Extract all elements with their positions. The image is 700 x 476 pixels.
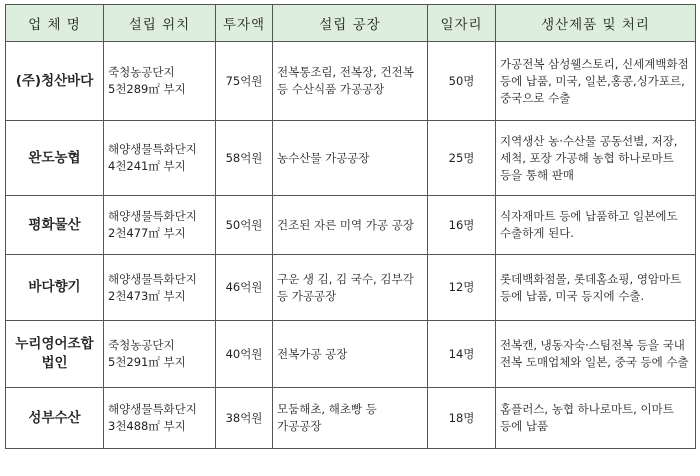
plant-cell: 전복통조림, 전복장, 건전복 등 수산식품 가공공장 — [273, 42, 428, 121]
company-name: (주)청산바다 — [6, 42, 104, 121]
header-location: 설립 위치 — [104, 5, 216, 42]
table-row — [6, 388, 696, 449]
header-company: 업 체 명 — [6, 5, 104, 42]
jobs-cell: 12명 — [428, 255, 496, 321]
plant-cell: 모둠해초, 해초빵 등 가공공장 — [273, 388, 428, 449]
jobs-cell: 14명 — [428, 321, 496, 388]
location-cell: 해양생물특화단지 4천241㎡ 부지 — [104, 121, 216, 196]
company-name: 성부수산 — [6, 388, 104, 449]
header-investment: 투자액 — [216, 5, 273, 42]
business-table-container — [5, 4, 696, 449]
products-cell: 홈플러스, 농협 하나로마트, 이마트 등에 납품 — [496, 388, 696, 449]
table-row — [6, 121, 696, 196]
investment-cell: 46억원 — [216, 255, 273, 321]
products-cell: 지역생산 농·수산물 공동선별, 저장, 세척, 포장 가공해 농협 하나로마트 등을 통해 판매 — [496, 121, 696, 196]
header-plant: 설립 공장 — [273, 5, 428, 42]
table-row — [6, 255, 696, 321]
location-cell: 해양생물특화단지 2천473㎡ 부지 — [104, 255, 216, 321]
investment-cell: 38억원 — [216, 388, 273, 449]
company-name: 완도농협 — [6, 121, 104, 196]
table-header-row — [6, 5, 696, 42]
location-cell: 죽청농공단지 5천291㎡ 부지 — [104, 321, 216, 388]
investment-cell: 58억원 — [216, 121, 273, 196]
plant-cell: 건조된 자른 미역 가공 공장 — [273, 196, 428, 255]
company-name: 평화물산 — [6, 196, 104, 255]
products-cell: 전복캔, 냉동자숙·스팀전복 등을 국내 전복 도매업체와 일본, 중국 등에 수출 — [496, 321, 696, 388]
company-name: 누리영어조합법인 — [6, 321, 104, 388]
location-cell: 해양생물특화단지 3천488㎡ 부지 — [104, 388, 216, 449]
investment-cell: 40억원 — [216, 321, 273, 388]
jobs-cell: 50명 — [428, 42, 496, 121]
jobs-cell: 18명 — [428, 388, 496, 449]
plant-cell: 농수산물 가공공장 — [273, 121, 428, 196]
products-cell: 식자재마트 등에 납품하고 일본에도 수출하게 된다. — [496, 196, 696, 255]
plant-cell: 구운 생 김, 김 국수, 김부각 등 가공공장 — [273, 255, 428, 321]
table-row — [6, 321, 696, 388]
products-cell: 가공전복 삼성웰스토리, 신세계백화점 등에 납품, 미국, 일본,홍콩,싱가포르,중국으로 수출 — [496, 42, 696, 121]
products-cell: 롯데백화점몰, 롯데홈쇼핑, 영암마트 등에 납품, 미국 등지에 수출. — [496, 255, 696, 321]
header-jobs: 일자리 — [428, 5, 496, 42]
company-name: 바다향기 — [6, 255, 104, 321]
table-row — [6, 42, 696, 121]
plant-cell: 전복가공 공장 — [273, 321, 428, 388]
investment-cell: 50억원 — [216, 196, 273, 255]
investment-cell: 75억원 — [216, 42, 273, 121]
location-cell: 죽청농공단지 5천289㎡ 부지 — [104, 42, 216, 121]
location-cell: 해양생물특화단지 2천477㎡ 부지 — [104, 196, 216, 255]
jobs-cell: 25명 — [428, 121, 496, 196]
header-products: 생산제품 및 처리 — [496, 5, 696, 42]
jobs-cell: 16명 — [428, 196, 496, 255]
table-row — [6, 196, 696, 255]
business-table — [5, 4, 696, 449]
